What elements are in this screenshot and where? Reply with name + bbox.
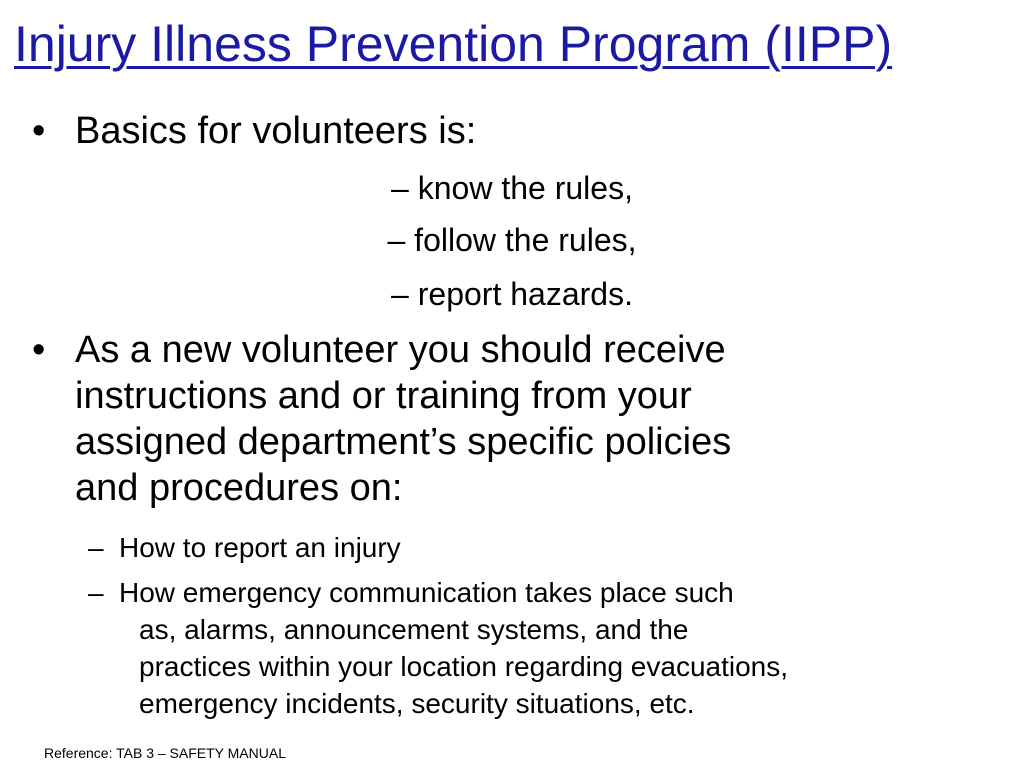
reference-footer: Reference: TAB 3 – SAFETY MANUAL xyxy=(44,745,286,761)
subitem-emergency-communication-text: How emergency communication takes place such xyxy=(119,577,734,608)
rule-item-know: – know the rules, xyxy=(391,170,633,206)
bullet-new-volunteer-line-4: and procedures on: xyxy=(75,467,403,509)
bullet-new-volunteer-line-3: assigned department’s specific policies xyxy=(75,421,732,463)
slide-title: Injury Illness Prevention Program (IIPP) xyxy=(14,16,893,72)
dash-icon: – xyxy=(88,577,104,608)
bullet-point-icon: • xyxy=(32,110,46,152)
subitem-report-injury-text: How to report an injury xyxy=(119,532,401,563)
dash-icon: – xyxy=(88,532,104,563)
subitem-emergency-continuation-3: emergency incidents, security situations, etc. xyxy=(139,688,695,719)
bullet-point-icon: • xyxy=(32,329,46,371)
bullet-new-volunteer-line-2: instructions and or training from your xyxy=(75,375,692,417)
subitem-emergency-continuation-1: as, alarms, announcement systems, and the xyxy=(139,614,689,645)
subitem-emergency-continuation-2: practices within your location regarding evacuations, xyxy=(139,651,789,682)
bullet-basics-text: Basics for volunteers is: xyxy=(75,110,477,152)
rule-item-report: – report hazards. xyxy=(391,276,633,312)
bullet-new-volunteer-line-1: As a new volunteer you should receive xyxy=(75,329,726,371)
rule-item-follow: – follow the rules, xyxy=(387,222,637,258)
